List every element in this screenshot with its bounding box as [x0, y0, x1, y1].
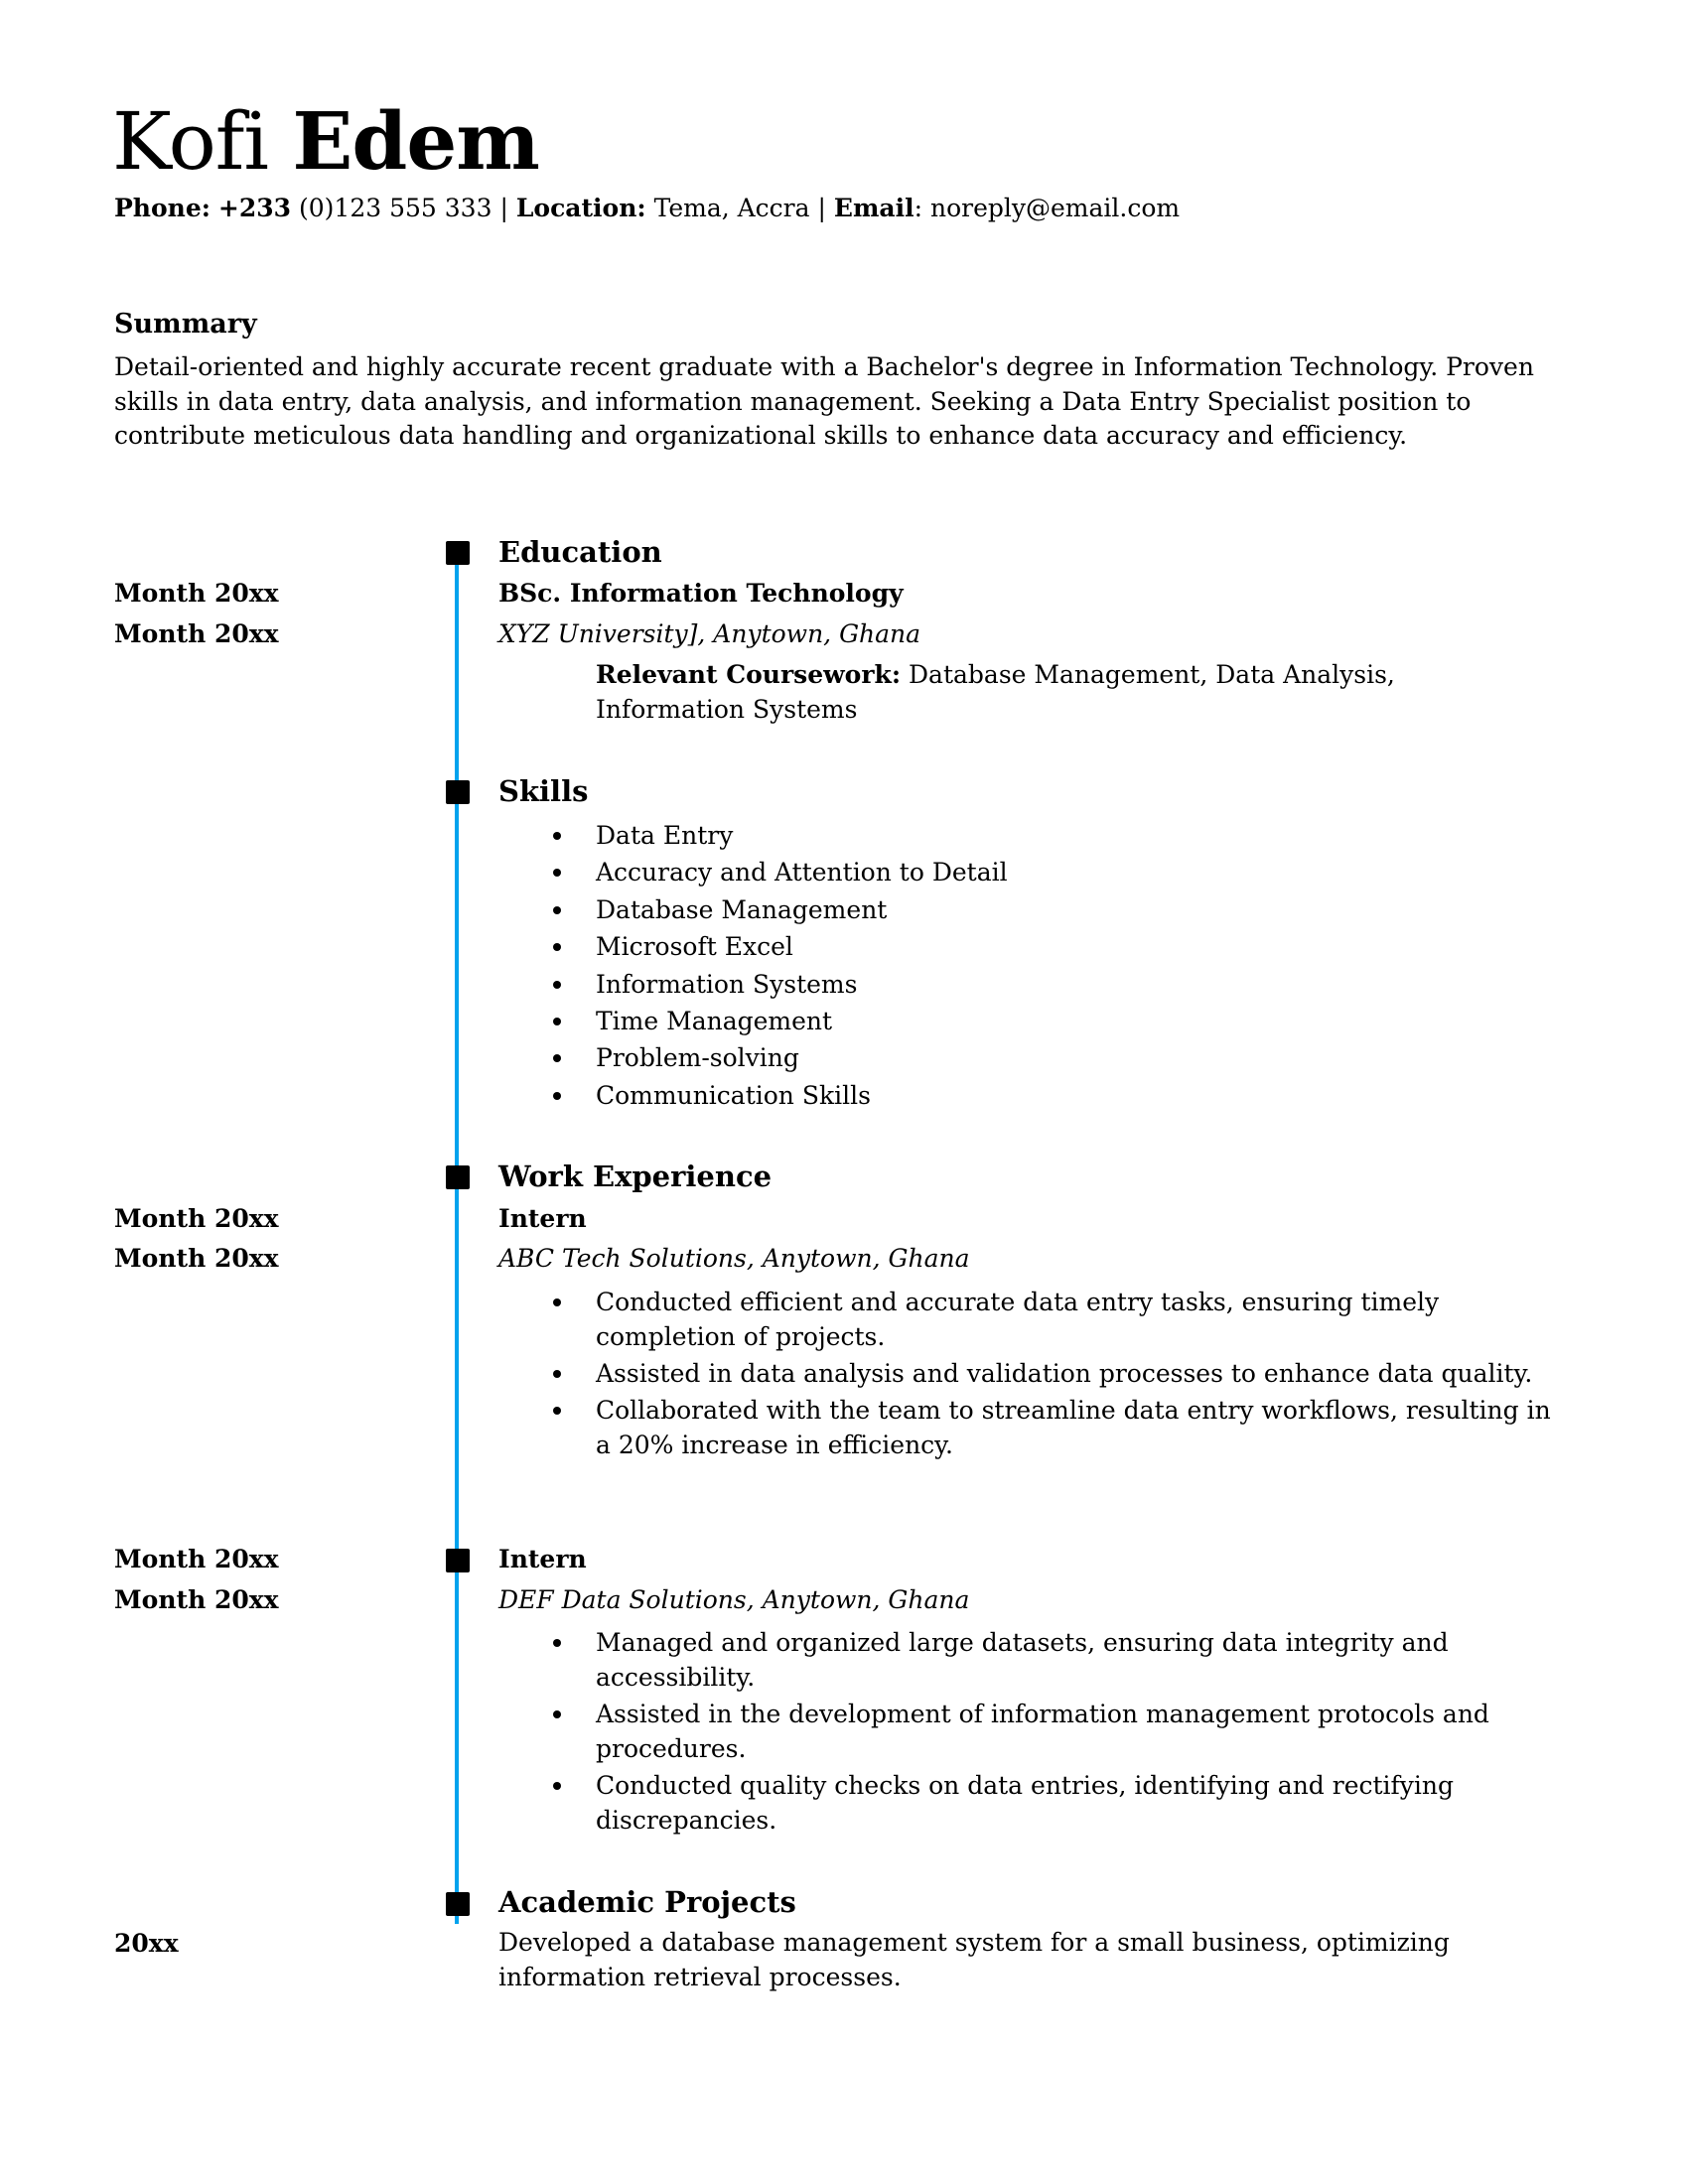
job-bullet	[553, 1393, 1566, 1462]
skill-item	[553, 1039, 1008, 1076]
relevant-coursework	[596, 658, 1529, 727]
academic-projects-heading: Academic Projects	[498, 1885, 796, 1919]
education-end-date: Month 20xx	[114, 619, 279, 648]
bullet-icon	[553, 981, 561, 989]
email-link[interactable]: noreply@email.com	[929, 194, 1181, 222]
bullet-icon	[553, 1092, 561, 1100]
bullet-icon	[553, 906, 561, 914]
bullet-icon	[553, 1298, 561, 1306]
phone-label: Phone:	[114, 194, 211, 222]
job-2-start-date: Month 20xx	[114, 1545, 279, 1573]
skill-label: Data Entry	[596, 821, 734, 850]
degree: BSc. Information Technology	[498, 579, 904, 608]
skill-item	[553, 1003, 1008, 1039]
email-colon: :	[914, 194, 923, 222]
job-2-end-date: Month 20xx	[114, 1585, 279, 1614]
bullet-text: Assisted in the development of information management protocols and procedures.	[596, 1700, 1489, 1763]
bullet-icon	[553, 1407, 561, 1415]
job-bullet	[553, 1356, 1566, 1391]
bullet-icon	[553, 943, 561, 951]
job-2-marker-icon	[446, 1549, 470, 1572]
job-2-title: Intern	[498, 1545, 587, 1573]
bullet-icon	[553, 1054, 561, 1062]
education-heading: Education	[498, 535, 662, 569]
project-date: 20xx	[114, 1929, 179, 1958]
job-1-end-date: Month 20xx	[114, 1244, 279, 1273]
skill-item	[553, 854, 1008, 890]
institution: XYZ University], Anytown, Ghana	[498, 619, 921, 648]
coursework-list: Database Management, Data Analysis, Information Systems	[596, 660, 1395, 724]
bullet-icon	[553, 1710, 561, 1718]
job-2-company: DEF Data Solutions, Anytown, Ghana	[498, 1585, 970, 1614]
skill-label: Information Systems	[596, 969, 858, 999]
skill-item	[553, 891, 1008, 928]
bullet-icon	[553, 1018, 561, 1025]
job-bullet	[553, 1768, 1566, 1838]
academic-projects-marker-icon	[446, 1892, 470, 1916]
bullet-icon	[553, 1370, 561, 1378]
bullet-icon	[553, 832, 561, 840]
skills-marker-icon	[446, 780, 470, 804]
job-bullet	[553, 1697, 1566, 1766]
bullet-icon	[553, 869, 561, 877]
bullet-text: Conducted quality checks on data entries, identifying and rectifying discrepancies.	[596, 1771, 1455, 1835]
skill-item	[553, 817, 1008, 854]
skill-label: Database Management	[596, 894, 888, 924]
job-2-bullets	[553, 1625, 1566, 1840]
phone-number: (0)123 555 333	[299, 194, 492, 222]
job-1-bullets	[553, 1285, 1566, 1464]
bullet-text: Assisted in data analysis and validation processes to enhance data quality.	[596, 1359, 1533, 1388]
location-label: Location:	[515, 194, 646, 222]
skill-label: Problem-solving	[596, 1043, 799, 1073]
skills-heading: Skills	[498, 774, 589, 808]
separator: |	[817, 194, 826, 222]
skill-label: Time Management	[596, 1007, 833, 1036]
skill-item	[553, 966, 1008, 1003]
first-name: Kofi	[112, 95, 268, 188]
coursework-label: Relevant Coursework:	[596, 660, 902, 689]
contact-line	[114, 193, 1180, 224]
skill-label: Accuracy and Attention to Detail	[596, 858, 1008, 887]
separator: |	[499, 194, 508, 222]
work-experience-heading: Work Experience	[498, 1160, 773, 1193]
last-name: Edem	[292, 94, 539, 188]
work-experience-marker-icon	[446, 1165, 470, 1189]
job-bullet	[553, 1625, 1566, 1695]
location: Tema, Accra	[653, 194, 810, 222]
project-description: Developed a database management system for a small business, optimizing information retrieval processes.	[498, 1928, 1450, 1991]
email-label: Email	[833, 194, 914, 222]
phone-code: +233	[217, 194, 292, 222]
skill-item	[553, 1077, 1008, 1114]
summary-text: Detail-oriented and highly accurate recent graduate with a Bachelor's degree in Information Technology. Proven skills in data entry, data analysis, and information management. Seeking a Data Entry Specialist position to contribute meticulous data handling and organizational skills to enhance data accuracy and efficiency.	[114, 352, 1534, 451]
bullet-icon	[553, 1639, 561, 1647]
job-1-start-date: Month 20xx	[114, 1204, 279, 1233]
candidate-name	[112, 91, 539, 192]
job-1-company: ABC Tech Solutions, Anytown, Ghana	[498, 1244, 970, 1273]
timeline-line	[455, 552, 459, 1924]
education-marker-icon	[446, 541, 470, 565]
bullet-text: Collaborated with the team to streamline data entry workflows, resulting in a 20% increase in efficiency.	[596, 1396, 1551, 1459]
job-1-title: Intern	[498, 1204, 587, 1233]
bullet-icon	[553, 1782, 561, 1790]
summary-heading: Summary	[114, 309, 257, 340]
skills-list	[553, 817, 1008, 1114]
skill-label: Communication Skills	[596, 1080, 871, 1110]
bullet-text: Managed and organized large datasets, ensuring data integrity and accessibility.	[596, 1628, 1449, 1692]
education-start-date: Month 20xx	[114, 579, 279, 608]
job-bullet	[553, 1285, 1566, 1354]
skill-label: Microsoft Excel	[596, 932, 793, 962]
skill-item	[553, 928, 1008, 965]
bullet-text: Conducted efficient and accurate data entry tasks, ensuring timely completion of projects.	[596, 1288, 1440, 1351]
